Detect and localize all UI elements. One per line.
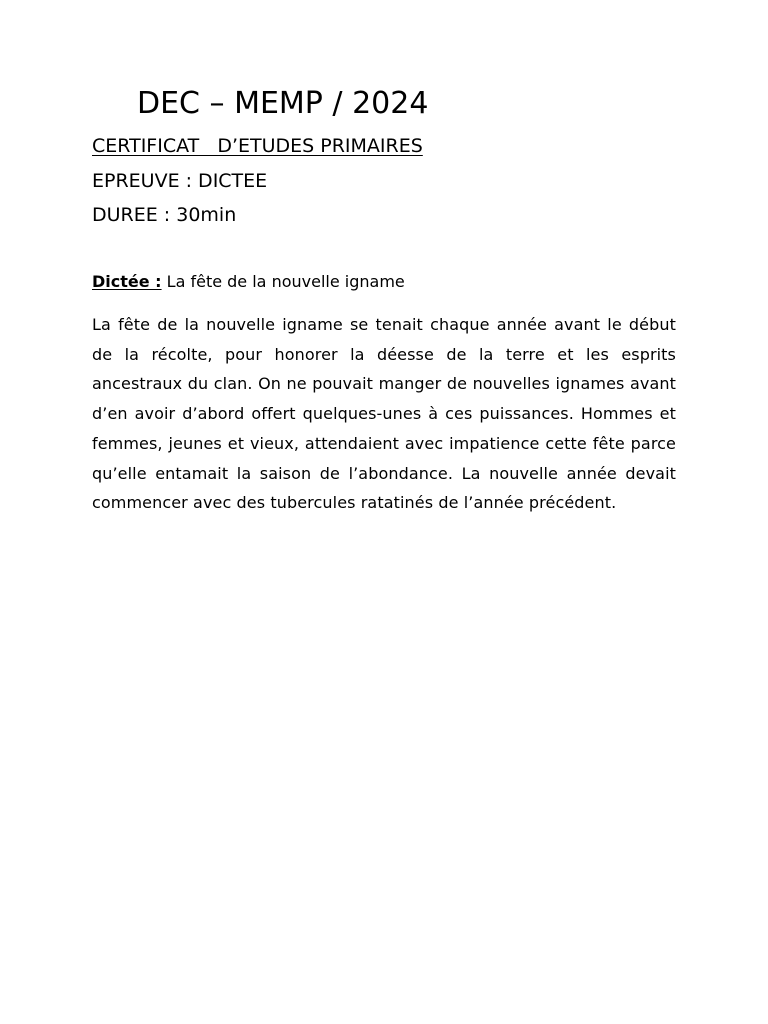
certificate-line: CERTIFICAT D’ETUDES PRIMAIRES — [92, 135, 423, 157]
dictee-title: La fête de la nouvelle igname — [161, 272, 405, 291]
duree-line: DUREE : 30min — [92, 204, 237, 226]
dictee-label: Dictée : — [92, 272, 162, 291]
dictee-text: La fête de la nouvelle igname se tenait chaque année avant le début de la récolte, pour honorer la déesse de la terre et les esprits ancestraux du clan. On ne pouvait manger de nouvelles ignames avant d’en avoir d’abord offert quelques-unes à ces puissances. Hommes et femmes, jeunes et vieux, attendaient avec impatience cette fête parce qu’elle entamait la saison de l’abondance. La nouvelle année devait commencer avec des tubercules ratatinés de l’année précédent. — [92, 315, 676, 513]
epreuve-line: EPREUVE : DICTEE — [92, 170, 268, 192]
exam-title: DEC – MEMP / 2024 — [137, 86, 429, 121]
dictee-heading — [92, 271, 405, 293]
